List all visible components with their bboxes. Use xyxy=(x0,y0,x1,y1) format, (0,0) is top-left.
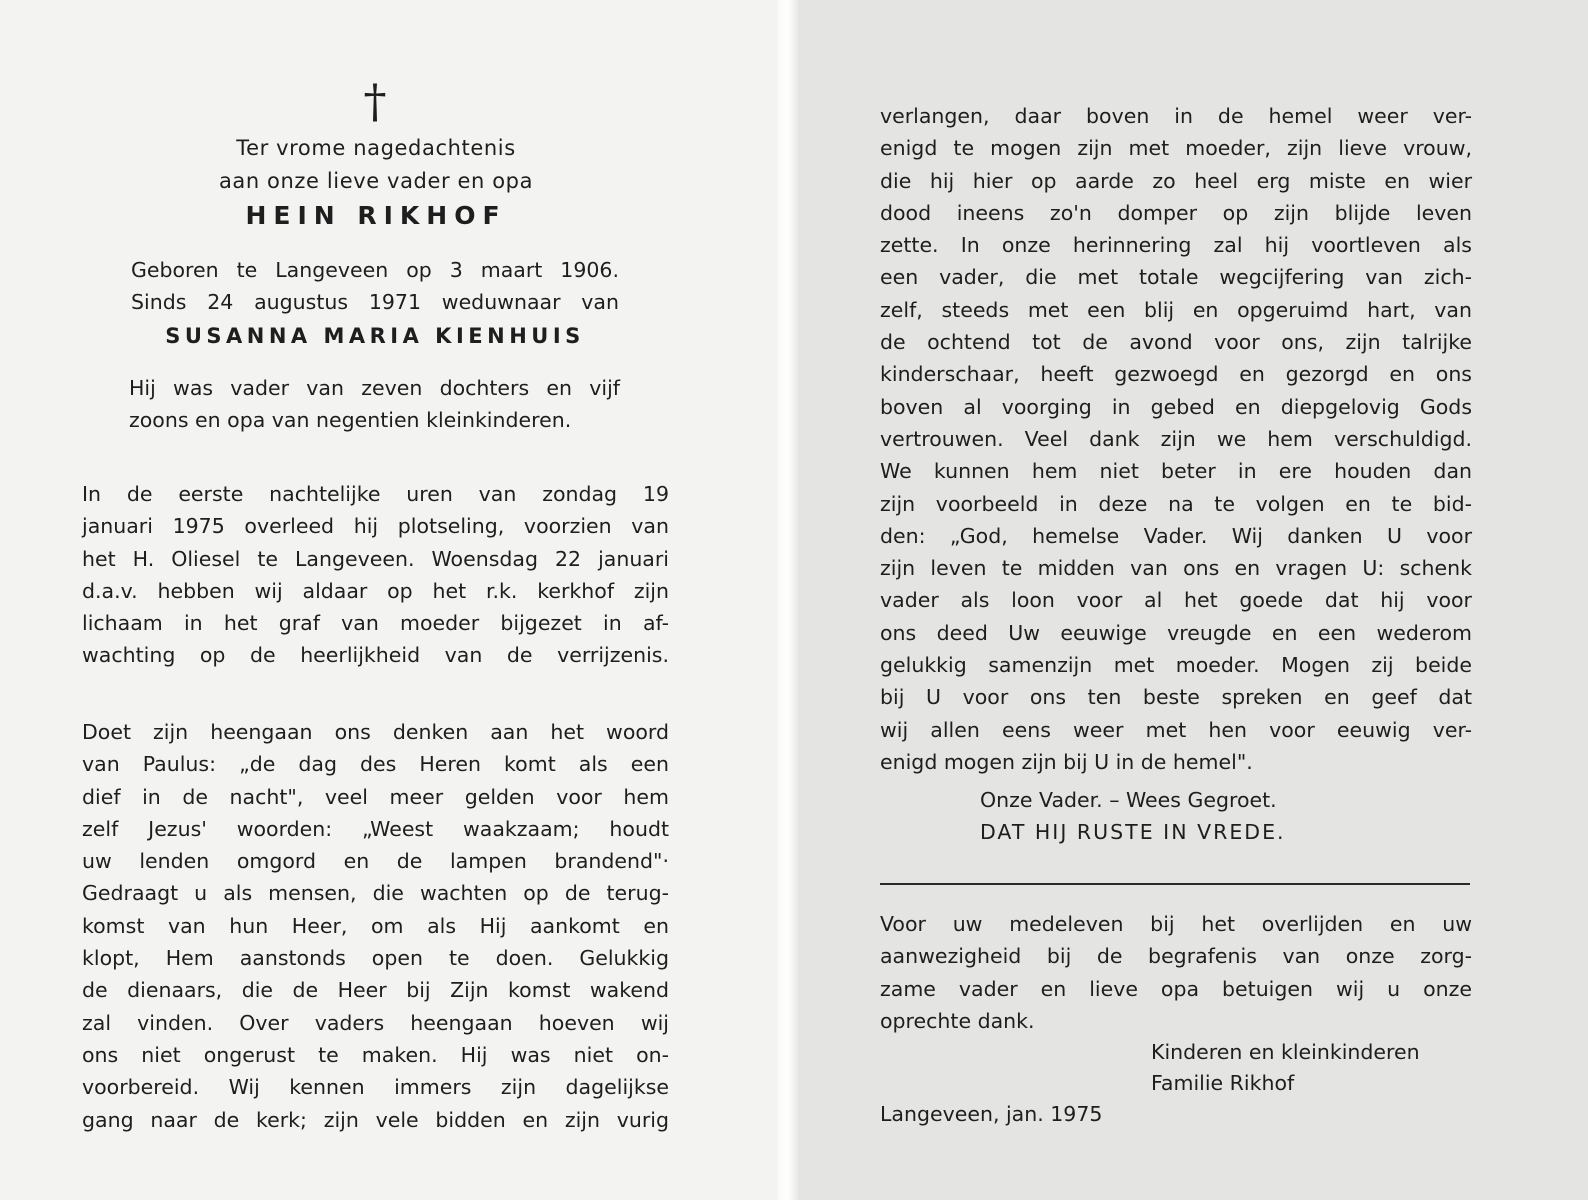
paragraph-line: gang naar de kerk; zijn vele bidden en zijn vurig xyxy=(82,1107,669,1132)
reflection-paragraph xyxy=(82,716,669,1136)
paragraph-line: enigd mogen zijn bij U in de hemel". xyxy=(880,749,1253,774)
paragraph-line: ons deed Uw eeuwige vreugde en een wederom xyxy=(880,620,1472,645)
paragraph-line: Voor uw medeleven bij het overlijden en uw xyxy=(880,912,1472,936)
intro-line-2: aan onze lieve vader en opa xyxy=(218,169,534,193)
paragraph-line: bij U voor ons ten beste spreken en geef dat xyxy=(880,685,1472,710)
paragraph-line: verlangen, daar boven in de hemel weer ver- xyxy=(880,104,1472,128)
widower-line: Sinds 24 augustus 1971 weduwnaar van xyxy=(131,290,619,315)
paragraph-line: vader als loon voor al het goede dat hij voor xyxy=(880,588,1472,613)
birth-line: Geboren te Langeveen op 3 maart 1906. xyxy=(131,258,619,282)
paragraph-line: een vader, die met totale wegcijfering van zich- xyxy=(880,265,1472,290)
rest-in-peace: DAT HIJ RUSTE IN VREDE. xyxy=(980,820,1286,844)
paragraph-line: In de eerste nachtelijke uren van zondag 19 xyxy=(82,482,669,506)
paragraph-line: aanwezigheid bij de begrafenis van onze zorg- xyxy=(880,944,1472,969)
place-date: Langeveen, jan. 1975 xyxy=(880,1102,1103,1126)
paragraph-line: vertrouwen. Veel dank zijn we hem verschuldigd. xyxy=(880,426,1472,451)
left-card-page xyxy=(0,0,778,1200)
paragraph-line: ons niet ongerust te maken. Hij was niet on- xyxy=(82,1042,669,1067)
paragraph-line: komst van hun Heer, om als Hij aankomt en xyxy=(82,913,669,938)
paragraph-line: zelf Jezus' woorden: „Weest waakzaam; houdt xyxy=(82,816,669,841)
birth-block xyxy=(131,254,619,319)
continuation-paragraph xyxy=(880,100,1472,778)
prayers-line: Onze Vader. – Wees Gegroet. xyxy=(980,788,1277,812)
paragraph-line: voorbereid. Wij kennen immers zijn dagelijkse xyxy=(82,1075,669,1100)
paragraph-line: den: „God, hemelse Vader. Wij danken U voor xyxy=(880,523,1472,548)
paragraph-line: uw lenden omgord en de lampen brandend"· xyxy=(82,849,669,874)
paragraph-line: Doet zijn heengaan ons denken aan het woord xyxy=(82,720,669,744)
paragraph-line: d.a.v. hebben wij aldaar op het r.k. kerkhof zijn xyxy=(82,578,669,603)
paragraph-line: lichaam in het graf van moeder bijgezet in af- xyxy=(82,611,669,636)
signature-line-2: Familie Rikhof xyxy=(1151,1071,1295,1095)
paragraph-line: kinderschaar, heeft gezwoegd en gezorgd en ons xyxy=(880,362,1472,387)
paragraph-line: klopt, Hem aanstonds open te doen. Gelukkig xyxy=(82,946,669,971)
children-block xyxy=(129,372,620,437)
paragraph-line: het H. Oliesel te Langeveen. Woensdag 22 januari xyxy=(82,546,669,571)
death-paragraph xyxy=(82,478,669,672)
paragraph-line: dief in de nacht", veel meer gelden voor hem xyxy=(82,784,669,809)
children-line-1: Hij was vader van zeven dochters en vijf xyxy=(129,376,620,400)
signature-line-1: Kinderen en kleinkinderen xyxy=(1151,1040,1420,1064)
paragraph-line: We kunnen hem niet beter in ere houden dan xyxy=(880,459,1472,484)
paragraph-line: oprechte dank. xyxy=(880,1008,1035,1033)
paragraph-line: wij allen eens weer met hen voor eeuwig ver- xyxy=(880,717,1472,742)
paragraph-line: zelf, steeds met een blij en opgeruimd hart, van xyxy=(880,297,1472,322)
paragraph-line: januari 1975 overleed hij plotseling, voorzien van xyxy=(82,514,669,539)
paragraph-line: boven al voorging in gebed en diepgelovig Gods xyxy=(880,394,1472,419)
paragraph-line: dood ineens zo'n domper op zijn blijde leven xyxy=(880,200,1472,225)
paragraph-line: die hij hier op aarde zo heel erg miste en wier xyxy=(880,168,1472,193)
cross-icon: † xyxy=(363,74,387,128)
paragraph-line: Gedraagt u als mensen, die wachten op de terug- xyxy=(82,881,669,906)
thanks-paragraph xyxy=(880,908,1472,1037)
intro-line-1: Ter vrome nagedachtenis xyxy=(236,136,516,160)
paragraph-line: gelukkig samenzijn met moeder. Mogen zij beide xyxy=(880,653,1472,678)
paragraph-line: zal vinden. Over vaders heengaan hoeven wij xyxy=(82,1010,669,1035)
spouse-name: SUSANNA MARIA KIENHUIS xyxy=(165,324,585,348)
children-line-2: zoons en opa van negentien kleinkinderen. xyxy=(129,408,572,433)
paragraph-line: enigd te mogen zijn met moeder, zijn lieve vrouw, xyxy=(880,136,1472,161)
paragraph-line: zame vader en lieve opa betuigen wij u onze xyxy=(880,976,1472,1001)
card-fold-gutter xyxy=(778,0,798,1200)
deceased-name: HEIN RIKHOF xyxy=(245,201,507,230)
paragraph-line: zijn voorbeeld in deze na te volgen en te bid- xyxy=(880,491,1472,516)
paragraph-line: zette. In onze herinnering zal hij voortleven als xyxy=(880,233,1472,258)
paragraph-line: zijn leven te midden van ons en vragen U: schenk xyxy=(880,556,1472,581)
paragraph-line: de ochtend tot de avond voor ons, zijn talrijke xyxy=(880,330,1472,355)
paragraph-line: de dienaars, die de Heer bij Zijn komst wakend xyxy=(82,978,669,1003)
divider-rule xyxy=(880,883,1470,885)
paragraph-line: van Paulus: „de dag des Heren komt als een xyxy=(82,752,669,777)
paragraph-line: wachting op de heerlijkheid van de verrijzenis. xyxy=(82,643,669,668)
